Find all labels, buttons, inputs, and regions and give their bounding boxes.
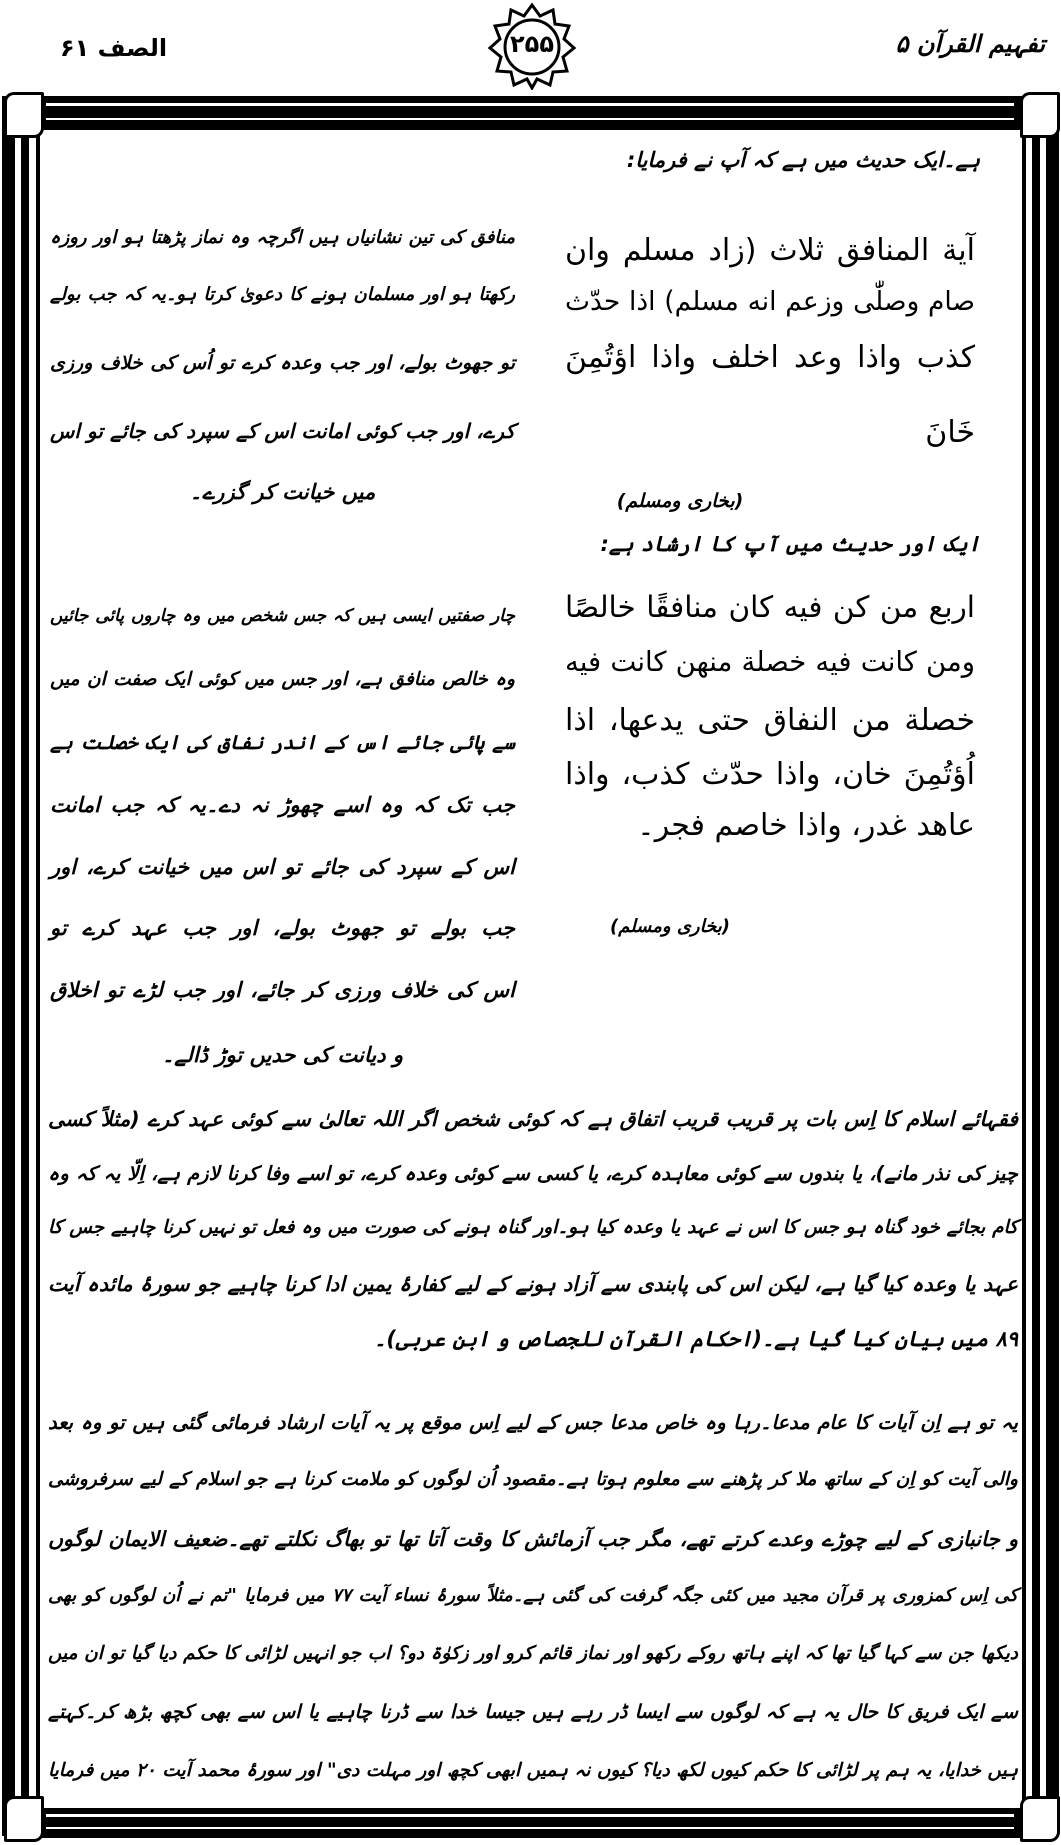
translation-line: تو جھوٹ بولے، اور جب وعدہ کرے تو اُس کی خلاف ورزی <box>50 352 515 375</box>
translation-line: منافق کی تین نشانیاں ہیں اگرچہ وہ نماز پڑھتا ہو اور روزہ <box>50 227 515 249</box>
hadith-intro: ایک اور حدیث میں آپ کا ارشاد ہے: <box>600 532 980 557</box>
arabic-hadith-line: اربع من کن فیه کان منافقًا خالصًا <box>565 589 975 624</box>
arabic-hadith-line: صام وصلّٰی وزعم انه مسلم) اذا حدّث <box>565 285 975 317</box>
arabic-hadith-line: خَانَ <box>925 414 975 450</box>
body-text-line: فقہائے اسلام کا اِس بات پر قریب قریب اتفاق ہے کہ کوئی شخص اگر اللہ تعالیٰ سے کوئی عہد کرے (مثلاً کسی <box>48 1107 1018 1132</box>
translation-line: جب تک کہ وہ اسے چھوڑ نہ دے۔یہ کہ جب امانت <box>50 793 515 818</box>
body-text-line: والی آیت کو اِن کے ساتھ ملا کر پڑھنے سے معلوم ہوتا ہے۔مقصود اُن لوگوں کو ملامت کرنا ہے جو اسلام کے لیے سرفروشی <box>48 1469 1018 1491</box>
body-text-line: کی اِس کمزوری پر قرآن مجید میں کئی جگہ گرفت کی گئی ہے۔مثلاً سورۂ نساء آیت ۷۷ میں فرمایا "تم نے اُن لوگوں کو بھی <box>48 1585 1018 1607</box>
corner-ornament-icon <box>1020 92 1060 138</box>
translation-line: اس کی خلاف ورزی کر جائے، اور جب لڑے تو اخلاق <box>50 978 515 1003</box>
translation-line: رکھتا ہو اور مسلمان ہونے کا دعویٰ کرتا ہو۔یہ کہ جب بولے <box>50 284 515 306</box>
body-text-line: و جانبازی کے لیے چوڑے وعدے کرتے تھے، مگر جب آزمائش کا وقت آتا تھا تو بھاگ نکلتے تھے۔ضعیف الایمان لوگوں <box>48 1527 1018 1552</box>
hadith-reference: (بخاری ومسلم) <box>610 915 730 937</box>
page-number: ۲۵۵ <box>510 30 554 58</box>
body-text-line: یہ تو ہے اِن آیات کا عام مدعا۔رہا وہ خاص مدعا جس کے لیے اِس موقع پر یہ آیات ارشاد فرمائی گئی ہیں تو وہ بعد <box>48 1411 1018 1435</box>
arabic-hadith-line: کذب واذا وعد اخلف واذا اؤتُمِنَ <box>565 339 975 375</box>
page-number-emblem <box>488 2 576 90</box>
hadith-intro: ہے۔ایک حدیث میں ہے کہ آپ نے فرمایا: <box>626 148 980 173</box>
frame-right <box>1020 96 1060 1836</box>
arabic-hadith-line: اُؤتُمِنَ خان، واذا حدّث کذب، واذا <box>565 756 975 792</box>
book-title: تفہیم القرآن ۵ <box>895 30 1045 58</box>
body-text-line: دیکھا جن سے کہا گیا تھا کہ اپنے ہاتھ روکے رکھو اور نماز قائم کرو اور زکوٰۃ دو؟ اب جو انہیں لڑائی کا حکم دیا گیا تو ان میں <box>48 1643 1018 1665</box>
hadith-reference: (بخاری ومسلم) <box>616 489 744 512</box>
arabic-hadith-line: آیة المنافق ثلاث (زاد مسلم وان <box>565 232 975 268</box>
corner-ornament-icon <box>4 1796 44 1842</box>
translation-line: وہ خالص منافق ہے، اور جس میں کوئی ایک صفت ان میں <box>50 669 515 691</box>
translation-line: و دیانت کی حدیں توڑ ڈالے۔ <box>161 1043 404 1068</box>
translation-line: سے پائی جائے اس کے اندر نفاق کی ایک خصلت ہے <box>50 731 515 755</box>
translation-line: جب بولے تو جھوٹ بولے، اور جب عہد کرے تو <box>50 916 515 941</box>
translation-line: اس کے سپرد کی جائے تو اس میں خیانت کرے، اور <box>50 855 515 880</box>
frame-left <box>2 96 42 1836</box>
arabic-hadith-line: عاهد غدر، واذا خاصم فجر۔ <box>637 807 975 843</box>
corner-ornament-icon <box>4 92 44 138</box>
body-text-line: سے ایک فریق کا حال یہ ہے کہ لوگوں سے ایسا ڈر رہے ہیں جیسا خدا سے ڈرنا چاہیے یا اس سے بھی کچھ بڑھ کر۔کہتے <box>48 1701 1018 1724</box>
body-text-line: ۸۹ میں بیان کیا گیا ہے۔(احکام القرآن للجصاص و ابن عربی)۔ <box>374 1327 1018 1352</box>
frame-bottom <box>6 1808 1054 1838</box>
translation-line: میں خیانت کر گزرے۔ <box>189 480 376 505</box>
body-text-line: ہیں خدایا، یہ ہم پر لڑائی کا حکم کیوں لکھ دیا؟ کیوں نہ ہمیں ابھی کچھ اور مہلت دی" اور سورۂ محمد آیت ۲۰ میں فرمایا <box>48 1760 1018 1782</box>
arabic-hadith-line: ومن کانت فیه خصلة منهن کانت فیه <box>565 645 975 678</box>
arabic-hadith-line: خصلة من النفاق حتی یدعها، اذا <box>565 702 975 738</box>
frame-top <box>6 96 1054 130</box>
body-text-line: عہد یا وعدہ کیا گیا ہے، لیکن اس کی پابندی سے آزاد ہونے کے لیے کفارۂ یمین ادا کرنا چاہیے جو سورۂ مائدہ آیت <box>48 1272 1018 1297</box>
translation-line: کرے، اور جب کوئی امانت اس کے سپرد کی جائے تو اس <box>50 419 515 444</box>
corner-ornament-icon <box>1020 1796 1060 1842</box>
surah-name: الصف ۶۱ <box>60 34 168 62</box>
body-text-line: کام بجائے خود گناہ ہو جس کا اس نے عہد یا وعدہ کیا ہو۔اور گناہ ہونے کی صورت میں وہ فعل تو نہیں کرنا چاہیے جس کا <box>48 1217 1018 1239</box>
translation-line: چار صفتیں ایسی ہیں کہ جس شخص میں وہ چاروں پائی جائیں <box>50 606 515 627</box>
body-text-line: چیز کی نذر مانے)، یا بندوں سے کوئی معاہدہ کرے، یا کسی سے کوئی وعدہ کرے، تو اسے وفا کرنا لازم ہے، اِلّا یہ کہ وہ <box>48 1162 1018 1186</box>
